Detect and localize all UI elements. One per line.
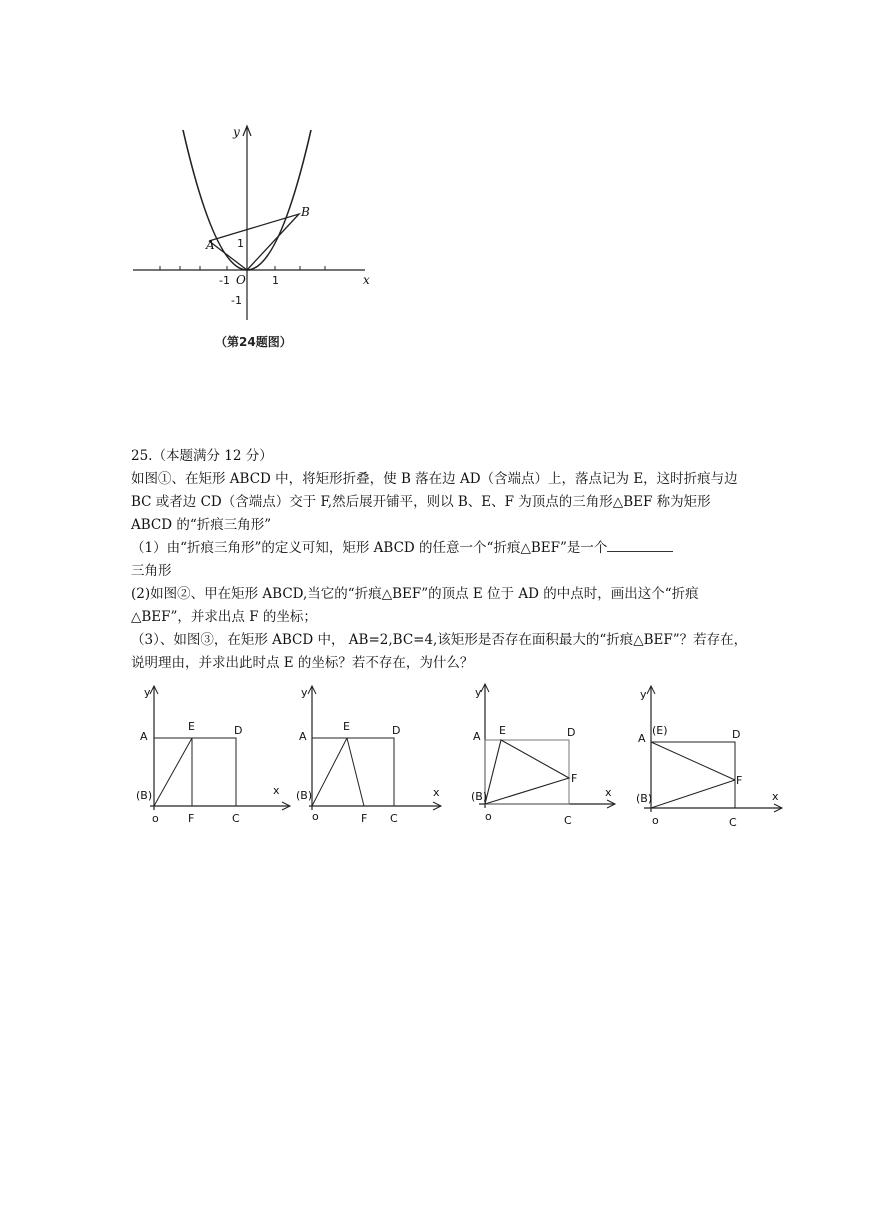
point-c-label: C: [390, 812, 398, 825]
y-axis-label: y: [233, 125, 240, 139]
problem-intro: 如图①、在矩形 ABCD 中，将矩形折叠，使 B 落在边 AD（含端点）上，落点记为 E，这时折痕与边 BC 或者边 CD（含端点）交于 F,然后展开铺平，则以 B、E、F 为顶点的三角形△BEF 称为矩形 ABCD 的“折痕三角形”: [131, 471, 738, 533]
question-2: (2)如图②、甲在矩形 ABCD,当它的“折痕△BEF”的顶点 E 位于 AD 的中点时，画出这个“折痕△BEF”，并求出点 F 的坐标；: [131, 586, 699, 625]
x-tick-neg-label: -1: [219, 274, 230, 287]
x-label: x: [772, 790, 779, 803]
diagram-2: [289, 680, 459, 830]
point-b-label: (B): [471, 790, 488, 803]
point-b-label: B: [301, 205, 310, 219]
point-b-label: (B): [296, 789, 313, 802]
point-c-label: C: [232, 812, 240, 825]
origin-label: o: [312, 810, 319, 823]
point-d-label: D: [392, 724, 401, 737]
x-label: x: [605, 786, 612, 799]
y-label: y: [301, 686, 308, 699]
point-a-label: A: [473, 730, 481, 743]
fold-segment-be: [312, 738, 347, 806]
point-e-label: E: [343, 720, 350, 733]
triangle-bef: [485, 740, 569, 804]
point-a-label: A: [206, 238, 215, 252]
point-e-label: (E): [652, 724, 668, 737]
point-c-label: C: [729, 816, 737, 829]
fold-segment-ef: [347, 738, 364, 806]
diagram-4: [628, 680, 798, 830]
point-b-label: (B): [636, 792, 653, 805]
y-label: y: [144, 686, 151, 699]
point-d-label: D: [732, 728, 741, 741]
rectangle-abcd: [312, 738, 394, 806]
x-label: x: [433, 786, 440, 799]
point-f-label: F: [188, 812, 195, 825]
diagram-3: [465, 680, 635, 830]
point-d-label: D: [234, 724, 243, 737]
point-f-label: F: [571, 772, 578, 785]
question-3: （3）、如图③，在矩形 ABCD 中， AB=2,BC=4,该矩形是否存在面积最大的“折痕△BEF”？若存在，说明理由，并求出此时点 E 的坐标？若不存在，为什么？: [131, 632, 748, 671]
origin-label: O: [236, 273, 246, 287]
diagram-row: [0, 680, 869, 830]
point-e-label: E: [188, 720, 195, 733]
fold-segment-bf: [651, 780, 735, 808]
origin-label: o: [152, 812, 159, 825]
diagram-1: [130, 680, 300, 830]
question-1-text: （1）由“折痕三角形”的定义可知，矩形 ABCD 的任意一个“折痕△BEF”是一个: [131, 540, 608, 556]
point-d-label: D: [567, 726, 576, 739]
y-label: y: [640, 688, 647, 701]
x-tick-pos-label: 1: [272, 274, 279, 287]
fold-segment-be: [154, 738, 192, 806]
problem-header: 25.（本题满分 12 分）: [131, 448, 273, 464]
question-1-tail: 三角形: [131, 563, 172, 579]
point-b-label: (B): [136, 789, 153, 802]
point-e-label: E: [499, 724, 506, 737]
y-label: y: [475, 686, 482, 699]
figure-caption: （第24题图）: [215, 335, 292, 349]
point-a-label: A: [299, 730, 307, 743]
y-tick-neg-label: -1: [231, 294, 242, 307]
point-f-label: F: [361, 812, 368, 825]
point-a-label: A: [140, 730, 148, 743]
x-label: x: [273, 784, 280, 797]
point-a-label: A: [638, 732, 646, 745]
answer-blank: [607, 537, 673, 552]
parabola-graph: [125, 120, 385, 360]
rectangle-abcd: [154, 738, 236, 806]
point-f-label: F: [736, 774, 743, 787]
problem-25: [131, 445, 751, 675]
rectangle-abcd: [651, 742, 735, 808]
figure-24: [125, 120, 385, 360]
rectangle-abcd: [485, 740, 569, 804]
origin-label: o: [652, 814, 659, 827]
origin-label: o: [485, 810, 492, 823]
y-tick-pos-label: 1: [237, 237, 244, 250]
triangle-aob: [209, 214, 299, 270]
x-axis-label: x: [363, 273, 370, 287]
fold-segment-ef: [651, 742, 735, 780]
point-c-label: C: [564, 814, 572, 827]
question-1: [131, 537, 751, 583]
